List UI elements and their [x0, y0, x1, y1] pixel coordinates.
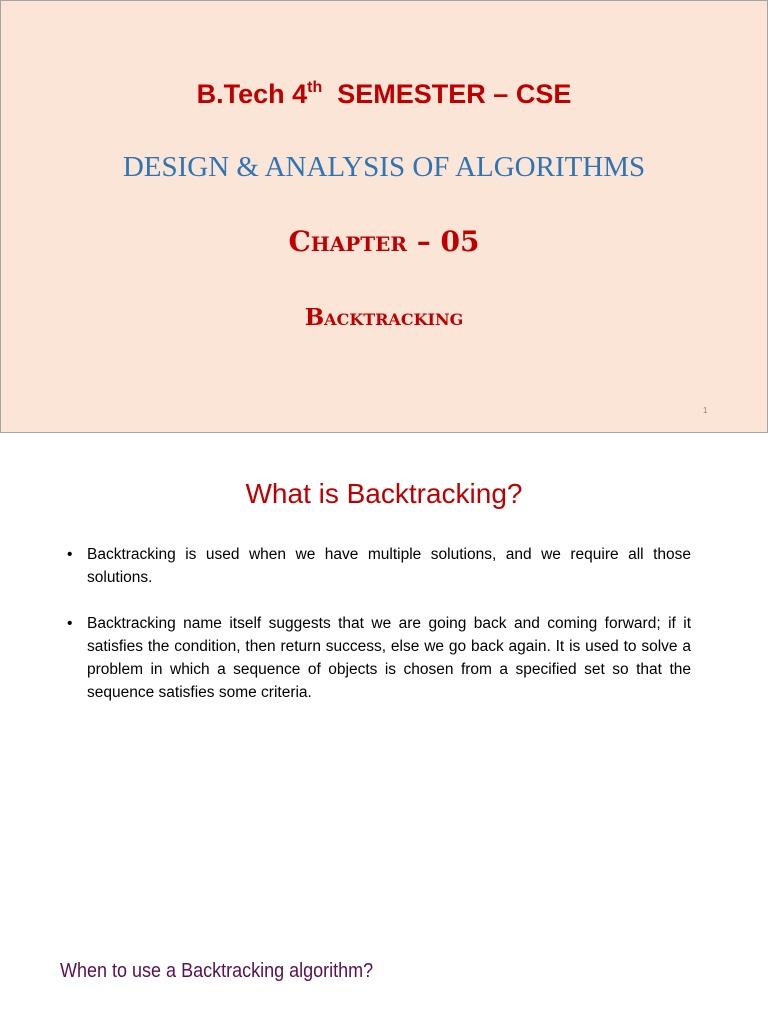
subject-title: DESIGN & ANALYSIS OF ALGORITHMS — [122, 151, 646, 183]
chapter-topic: Backtracking — [304, 304, 464, 331]
list-item — [67, 612, 691, 704]
slide2-title: What is Backtracking? — [245, 478, 523, 509]
semester-branch: SEMESTER – CSE — [322, 79, 572, 109]
course-semester-heading — [1, 79, 767, 110]
list-item — [67, 543, 691, 589]
title-slide — [0, 0, 768, 433]
bullet-list — [67, 543, 691, 727]
slide-page-number: 1 — [703, 406, 708, 415]
slide3-title: When to use a Backtracking algorithm? — [60, 960, 374, 982]
bullet-icon: • — [67, 615, 73, 632]
bullet-text: Backtracking is used when we have multiple solutions, and we require all those solutions. — [87, 546, 691, 586]
ordinal-superscript: th — [307, 79, 323, 96]
bullet-icon: • — [67, 546, 73, 563]
bullet-text: Backtracking name itself suggests that we are going back and coming forward; if it satisfies the condition, then return success, else we go back again. It is used to solve a problem in which a sequence of objects is chosen from a specified set so that the sequence satisfies some criteria. — [87, 615, 691, 701]
course-name: B.Tech 4 — [196, 79, 308, 109]
chapter-number: Chapter – 05 — [288, 225, 480, 258]
